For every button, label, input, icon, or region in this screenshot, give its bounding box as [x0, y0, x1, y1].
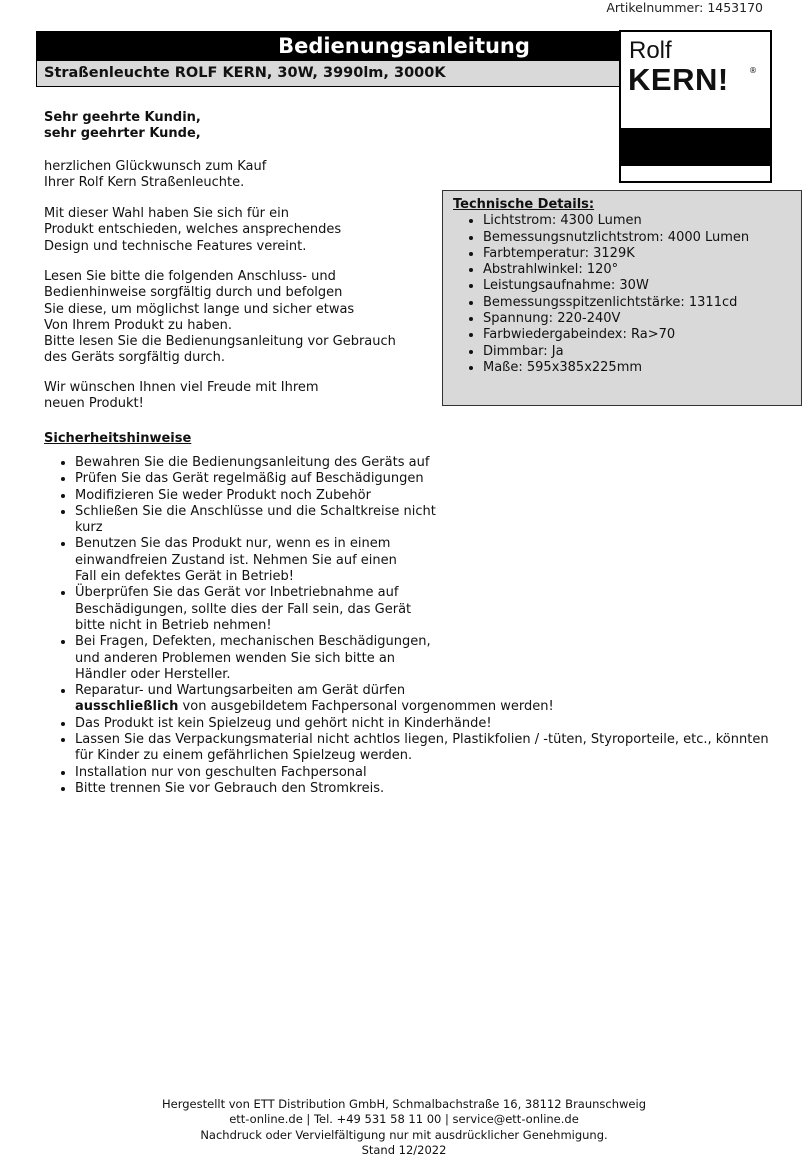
list-item — [75, 536, 774, 585]
emphasis-text: ausschließlich — [75, 699, 179, 715]
footer — [0, 1097, 808, 1158]
rolf-kern-logo — [619, 30, 772, 183]
text-line: von ausgebildetem Fachpersonal vorgenommen werden! — [178, 699, 554, 715]
text-line: Bitte lesen Sie die Bedienungsanleitung vor Gebrauch — [44, 334, 396, 350]
text-line: neuen Produkt! — [44, 396, 144, 412]
list-item: • Bemessungsspitzenlichtstärke: 1311cd — [483, 295, 791, 311]
article-number: Artikelnummer: 1453170 — [606, 0, 763, 15]
text-line: Bitte trennen Sie vor Gebrauch den Stromkreis. — [75, 780, 385, 796]
text-line: Produkt entschieden, welches ansprechendes — [44, 222, 342, 238]
text-line: Ihrer Rolf Kern Straßenleuchte. — [44, 175, 245, 191]
text-line: Lesen Sie bitte die folgenden Anschluss- und — [44, 269, 336, 284]
list-item: • Leistungsaufnahme: 30W — [483, 278, 791, 294]
text-line: Händler oder Hersteller. — [75, 666, 231, 682]
list-item: • Bemessungsnutzlichtstrom: 4000 Lumen — [483, 230, 791, 246]
list-item — [75, 504, 774, 537]
text-line: Sie diese, um möglichst lange und sicher etwas — [44, 301, 355, 317]
text-line: und anderen Problemen wenden Sie sich bitte an — [75, 650, 396, 666]
list-item: • Dimmbar: Ja — [483, 344, 791, 360]
safety-list — [44, 455, 774, 797]
list-item: • Spannung: 220-240V — [483, 311, 791, 327]
footer-line: Hergestellt von ETT Distribution GmbH, Schmalbachstraße 16, 38112 Braunschweig — [162, 1097, 646, 1111]
logo-line-rolf: Rolf — [629, 37, 672, 64]
text-line: Benutzen Sie das Produkt nur, wenn es in einem — [75, 536, 391, 552]
greeting-line-1: Sehr geehrte Kundin, — [44, 110, 201, 125]
text-line: Das Produkt ist kein Spielzeug und gehört nicht in Kinderhände! — [75, 715, 492, 731]
text-line: Bei Fragen, Defekten, mechanischen Beschädigungen, — [75, 634, 431, 650]
intro-paragraph-2 — [44, 206, 424, 255]
page-title: Bedienungsanleitung — [278, 34, 530, 58]
list-item — [75, 781, 774, 797]
intro-paragraph-3 — [44, 269, 444, 367]
list-item — [75, 683, 774, 716]
text-line: für Kinder zu einem gefährlichen Spielzeug werden. — [75, 748, 413, 764]
list-item: • Farbwiedergabeindex: Ra>70 — [483, 327, 791, 343]
list-item: • Abstrahlwinkel: 120° — [483, 262, 791, 278]
text-line: Design und technische Features vereint. — [44, 238, 307, 254]
text-line: bitte nicht in Betrieb nehmen! — [75, 617, 272, 633]
list-item — [75, 732, 774, 765]
list-item: • Maße: 595x385x225mm — [483, 360, 791, 376]
technical-details-title: Technische Details: — [453, 197, 595, 212]
greeting — [44, 110, 424, 143]
text-line: Prüfen Sie das Gerät regelmäßig auf Beschädigungen — [75, 471, 424, 487]
text-line: Schließen Sie die Anschlüsse und die Schaltkreise nicht — [75, 503, 436, 519]
list-item — [75, 765, 774, 781]
text-line: Wir wünschen Ihnen viel Freude mit Ihrem — [44, 380, 319, 395]
technical-details-box — [442, 190, 802, 406]
text-line: Reparatur- und Wartungsarbeiten am Gerät dürfen — [75, 683, 406, 699]
text-line: herzlichen Glückwunsch zum Kauf — [44, 159, 267, 174]
list-item — [75, 585, 774, 634]
list-item — [75, 488, 774, 504]
text-line: Fall ein defektes Gerät in Betrieb! — [75, 569, 294, 585]
text-line: Installation nur von geschulten Fachpersonal — [75, 764, 367, 780]
technical-details-list — [453, 213, 791, 376]
footer-line: Stand 12/2022 — [361, 1142, 447, 1157]
text-line: Von Ihrem Produkt zu haben. — [44, 317, 233, 333]
list-item — [75, 716, 774, 732]
logo-line-kern: KERN! — [628, 62, 729, 97]
text-line: des Geräts sorgfältig durch. — [44, 350, 225, 366]
text-line: Beschädigungen, sollte dies der Fall sein, das Gerät — [75, 601, 412, 617]
footer-line: ett-online.de | Tel. +49 531 58 11 00 | service@ett-online.de — [229, 1112, 579, 1127]
text-line: einwandfreien Zustand ist. Nehmen Sie auf einen — [75, 552, 397, 568]
list-item: • Lichtstrom: 4300 Lumen — [483, 213, 791, 229]
text-line: Lassen Sie das Verpackungsmaterial nicht achtlos liegen, Plastikfolien / -tüten, Styroporteile, etc., könnten — [75, 732, 769, 748]
text-line: Modifizieren Sie weder Produkt noch Zubehör — [75, 487, 371, 503]
intro-paragraph-4 — [44, 380, 424, 413]
logo-registered-mark: ® — [749, 66, 757, 75]
footer-line: Nachdruck oder Vervielfältigung nur mit ausdrücklicher Genehmigung. — [200, 1127, 608, 1142]
safety-title: Sicherheitshinweise — [44, 431, 192, 446]
list-item: • Farbtemperatur: 3129K — [483, 246, 791, 262]
logo-black-band — [621, 128, 770, 166]
greeting-line-2: sehr geehrter Kunde, — [44, 126, 201, 142]
text-line: Bewahren Sie die Bedienungsanleitung des Geräts auf — [75, 455, 430, 470]
list-item — [75, 471, 774, 487]
text-line: Mit dieser Wahl haben Sie sich für ein — [44, 206, 290, 221]
text-line: kurz — [75, 520, 103, 536]
list-item — [75, 455, 774, 471]
text-line: Bedienhinweise sorgfältig durch und befolgen — [44, 285, 343, 301]
text-line: Überprüfen Sie das Gerät vor Inbetriebnahme auf — [75, 585, 399, 601]
product-subtitle: Straßenleuchte ROLF KERN, 30W, 3990lm, 3000K — [36, 61, 621, 87]
list-item — [75, 634, 774, 683]
intro-paragraph-1 — [44, 159, 424, 192]
